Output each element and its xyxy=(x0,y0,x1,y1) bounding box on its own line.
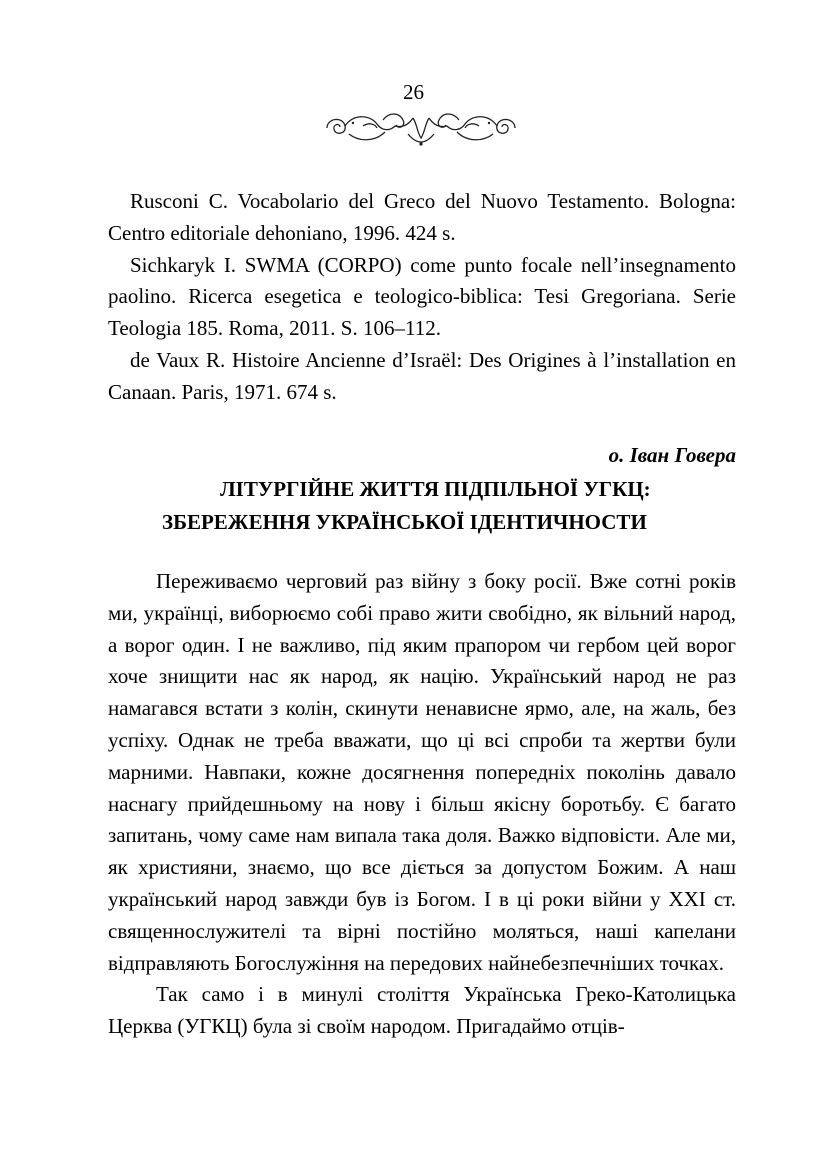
body-paragraph: Так само і в минулі століття Українська Греко-Католицька Церква (УГКЦ) була зі своїм народом. Пригадаймо отців- xyxy=(108,982,736,1039)
bibliography-entry: Rusconi C. Vocabolario del Greco del Nuovo Testamento. Bologna: Centro editoriale dehoniano, 1996. 424 s. xyxy=(108,189,736,245)
article-title-line1: ЛІТУРГІЙНЕ ЖИТТЯ ПІДПІЛЬНОЇ УГКЦ: xyxy=(220,477,651,501)
bibliography-list xyxy=(108,186,736,409)
body-paragraph: Переживаємо черговий раз війну з боку росії. Вже сотні років ми, українці, виборюємо собі право жити свобідно, як вільний народ, а ворог один. І не важливо, під яким прапором чи гербом цей ворог хоче знищити нас як народ, як націю. Український народ не раз намагався встати з колін, скинути ненависне ярмо, але, на жаль, без успіху. Однак не треба вважати, що ці всі спроби та жертви були марними. Навпаки, кожне досягнення попередніх поколінь давало наснагу прийдешньому на нову і більш якісну боротьбу. Є багато запитань, чому саме нам випала така доля. Важко відповісти. Але ми, як християни, знаємо, що все діється за допустом Божим. А наш український народ завжди був із Богом. І в ці роки війни у ХХІ ст. священнослужителі та вірні постійно моляться, наші капелани відправляють Богослужіння на передових найнебезпечніших точках. xyxy=(108,569,736,975)
article-title-line2: ЗБЕРЕЖЕННЯ УКРАЇНСЬКОЇ ІДЕНТИЧНОСТИ xyxy=(162,510,647,534)
bibliography-entry: Sichkaryk I. SWMA (CORPO) come punto focale nell’insegnamento paolino. Ricerca esegetica e teologico-biblica: Tesi Gregoriana. Serie Teologia 185. Roma, 2011. S. 106–112. xyxy=(108,252,736,341)
bibliography-entry: de Vaux R. Histoire Ancienne d’Israël: Des Origines à l’installation en Canaan. Paris, 1971. 674 s. xyxy=(108,347,736,404)
article-body xyxy=(108,566,736,1043)
decorative-ornament xyxy=(323,106,519,150)
article-author: о. Іван Говера xyxy=(608,443,736,467)
page-number: 26 xyxy=(403,80,424,104)
